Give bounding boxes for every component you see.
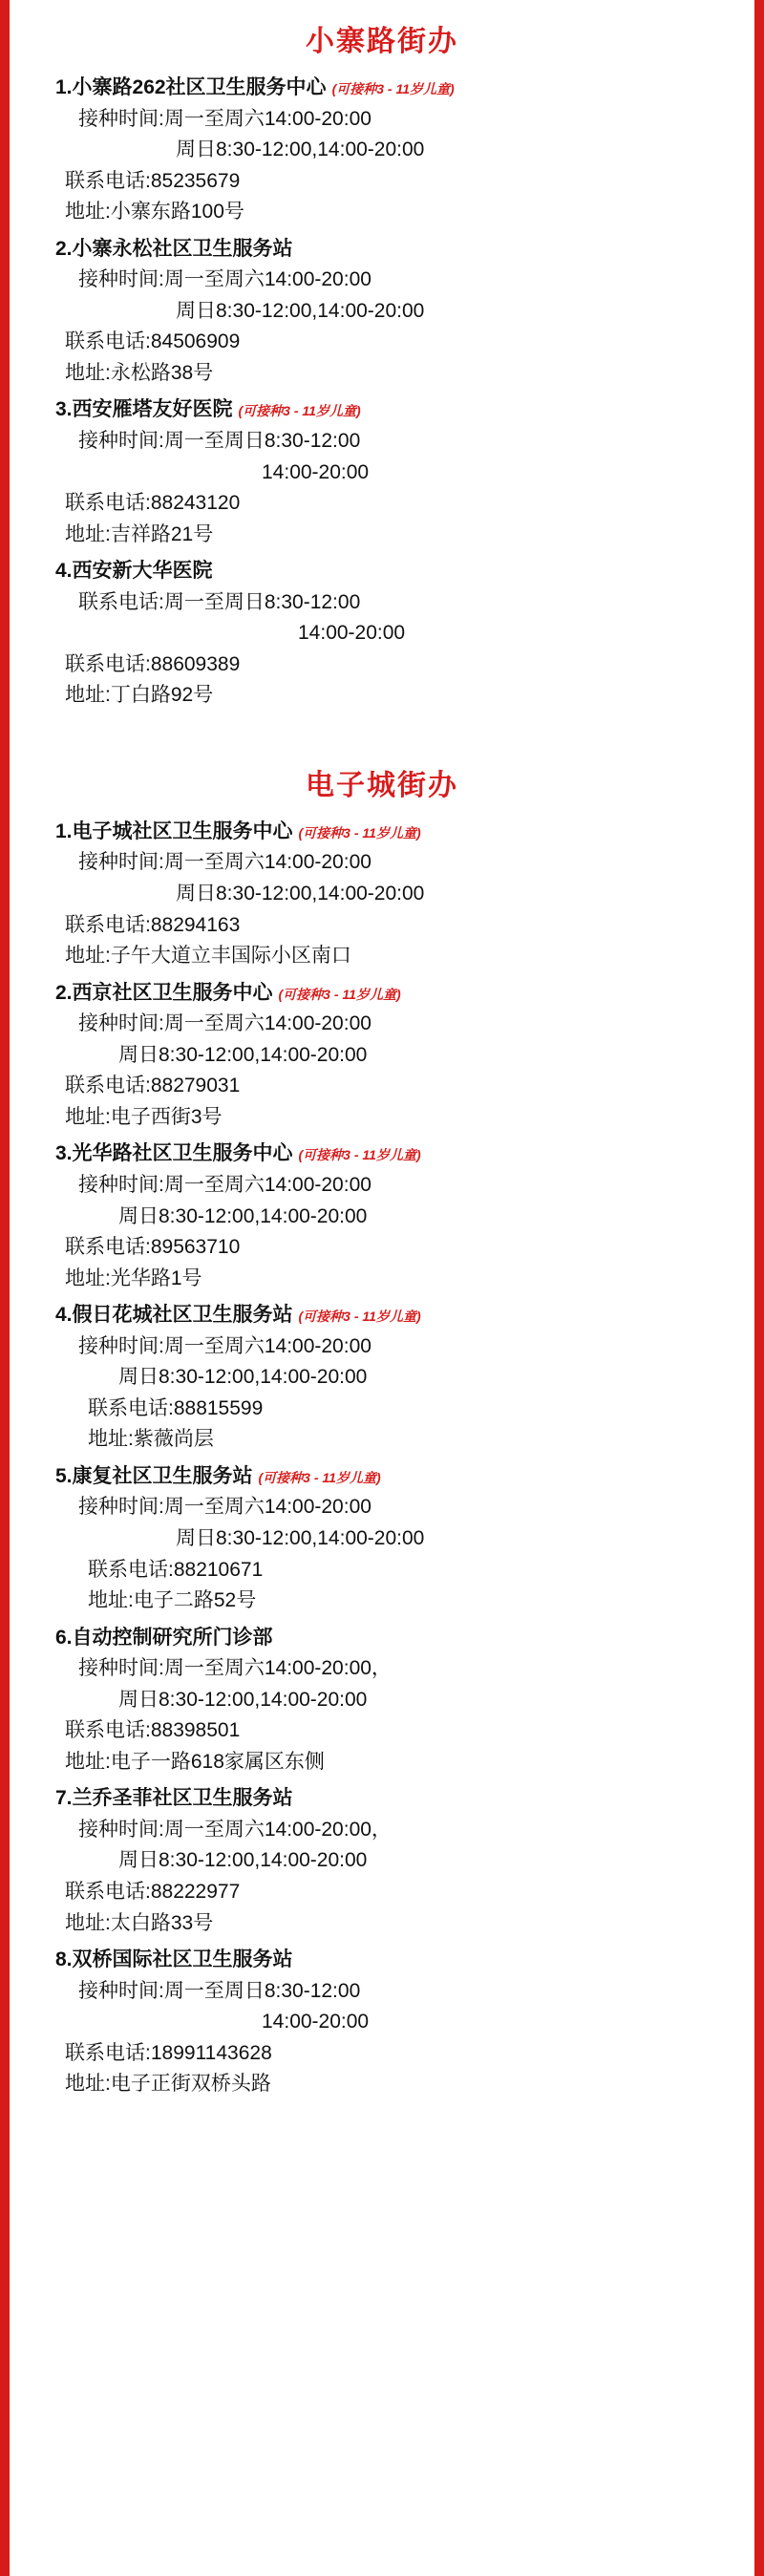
clinic-detail-line: 周日8:30-12:00,14:00-20:00 bbox=[118, 1366, 368, 1389]
left-red-rail bbox=[0, 0, 10, 2576]
clinic-detail-line: 接种时间:周一至周六14:00-20:00 bbox=[78, 268, 371, 291]
age-eligibility-note: (可接种3 - 11岁儿童) bbox=[298, 1147, 421, 1163]
clinic-detail-line: 联系电话:88815599 bbox=[88, 1396, 264, 1419]
section-title: 电子城街办 bbox=[306, 769, 458, 801]
clinic-detail-line: 地址:光华路1号 bbox=[65, 1267, 202, 1289]
clinic-detail-line: 联系电话:88279031 bbox=[65, 1075, 241, 1097]
clinic-name-line bbox=[23, 394, 741, 426]
clinic-name: 6.自动控制研究所门诊部 bbox=[55, 1626, 273, 1649]
clinic-detail-line: 地址:电子正街双桥头路 bbox=[65, 2073, 271, 2096]
clinic-detail-line: 接种时间:周一至周六14:00-20:00 bbox=[78, 1334, 371, 1357]
clinic-entry bbox=[23, 978, 741, 1134]
clinic-detail-line: 地址:小寨东路100号 bbox=[65, 201, 244, 224]
clinic-name: 5.康复社区卫生服务站 bbox=[55, 1464, 253, 1487]
clinic-name-line bbox=[23, 1623, 741, 1654]
poster-content bbox=[10, 0, 754, 2135]
age-eligibility-note: (可接种3 - 11岁儿童) bbox=[331, 81, 455, 96]
clinic-detail-line: 周日8:30-12:00,14:00-20:00 bbox=[176, 883, 425, 905]
clinic-name-line bbox=[23, 1945, 741, 1976]
clinic-detail-line: 14:00-20:00 bbox=[298, 622, 406, 645]
clinic-entry bbox=[23, 73, 741, 228]
clinic-detail-line: 周日8:30-12:00,14:00-20:00 bbox=[176, 138, 425, 161]
clinic-name: 3.光华路社区卫生服务中心 bbox=[55, 1142, 293, 1165]
clinic-entry bbox=[23, 234, 741, 390]
clinic-name-line bbox=[23, 73, 741, 104]
clinic-detail-line: 接种时间:周一至周六14:00-20:00 bbox=[78, 1012, 371, 1035]
clinic-name: 1.小寨路262社区卫生服务中心 bbox=[55, 76, 327, 98]
age-eligibility-note: (可接种3 - 11岁儿童) bbox=[258, 1469, 381, 1485]
clinic-detail-line: 地址:子午大道立丰国际小区南口 bbox=[65, 945, 351, 968]
clinic-name: 2.西京社区卫生服务中心 bbox=[55, 981, 273, 1004]
section-title: 小寨路街办 bbox=[306, 26, 458, 57]
clinic-detail-line: 联系电话:85235679 bbox=[65, 169, 241, 192]
clinic-detail-line: 地址:永松路38号 bbox=[65, 361, 214, 384]
clinic-detail-line: 联系电话:18991143628 bbox=[65, 2041, 272, 2064]
clinic-entry bbox=[23, 556, 741, 712]
clinic-name-line bbox=[23, 1300, 741, 1331]
clinic-entry bbox=[23, 1623, 741, 1778]
clinic-name-line bbox=[23, 817, 741, 848]
clinic-detail-line: 联系电话:88243120 bbox=[65, 492, 241, 515]
clinic-detail-line: 联系电话:88210671 bbox=[88, 1558, 264, 1581]
clinic-detail-line: 地址:电子西街3号 bbox=[65, 1105, 223, 1128]
clinic-detail-line: 接种时间:周一至周六14:00-20:00 bbox=[78, 851, 371, 874]
clinic-detail-line: 周日8:30-12:00,14:00-20:00 bbox=[118, 1688, 368, 1711]
clinic-detail-line: 周日8:30-12:00,14:00-20:00 bbox=[118, 1204, 368, 1227]
clinic-detail-line: 接种时间:周一至周六14:00-20:00， bbox=[78, 1818, 392, 1841]
clinic-detail-line: 周日8:30-12:00,14:00-20:00 bbox=[118, 1849, 368, 1872]
clinic-detail-line: 地址:电子一路618家属区东侧 bbox=[65, 1750, 325, 1773]
clinic-detail-line: 联系电话:88398501 bbox=[65, 1719, 241, 1742]
clinic-detail-line: 周日8:30-12:00,14:00-20:00 bbox=[176, 299, 425, 322]
clinic-entry bbox=[23, 394, 741, 550]
clinic-detail-line: 接种时间:周一至周六14:00-20:00 bbox=[78, 1173, 371, 1196]
clinic-name: 4.假日花城社区卫生服务站 bbox=[55, 1304, 293, 1327]
clinic-name-line bbox=[23, 556, 741, 587]
age-eligibility-note: (可接种3 - 11岁儿童) bbox=[278, 986, 401, 1002]
clinic-detail-line: 地址:丁白路92号 bbox=[65, 684, 214, 707]
clinic-detail-line: 联系电话:88609389 bbox=[65, 652, 241, 675]
clinic-detail-line: 联系电话:89563710 bbox=[65, 1236, 241, 1259]
clinic-entry bbox=[23, 1783, 741, 1939]
age-eligibility-note: (可接种3 - 11岁儿童) bbox=[298, 1309, 421, 1325]
clinic-entry bbox=[23, 1461, 741, 1617]
clinic-name: 7.兰乔圣菲社区卫生服务站 bbox=[55, 1787, 293, 1810]
clinic-name: 1.电子城社区卫生服务中心 bbox=[55, 820, 293, 842]
clinic-entry bbox=[23, 1300, 741, 1456]
clinic-detail-line: 联系电话:88294163 bbox=[65, 913, 241, 936]
clinic-detail-line: 周日8:30-12:00,14:00-20:00 bbox=[176, 1526, 425, 1549]
clinic-detail-line: 联系电话:88222977 bbox=[65, 1880, 241, 1903]
clinic-name-line bbox=[23, 1139, 741, 1170]
clinic-detail-line: 接种时间:周一至周六14:00-20:00 bbox=[78, 1496, 371, 1519]
clinic-detail-line: 接种时间:周一至周六14:00-20:00 bbox=[78, 107, 371, 130]
right-red-rail bbox=[754, 0, 764, 2576]
clinic-entry bbox=[23, 1945, 741, 2100]
clinic-detail-line: 14:00-20:00 bbox=[262, 2011, 370, 2033]
clinic-detail-line: 联系电话:周一至周日8:30-12:00 bbox=[78, 590, 361, 613]
clinic-name: 4.西安新大华医院 bbox=[55, 560, 213, 583]
clinic-entry bbox=[23, 817, 741, 972]
clinic-entry bbox=[23, 1139, 741, 1294]
clinic-detail-line: 地址:电子二路52号 bbox=[88, 1589, 257, 1612]
clinic-name-line bbox=[23, 234, 741, 266]
clinic-detail-line: 周日8:30-12:00,14:00-20:00 bbox=[118, 1043, 368, 1066]
clinic-name: 2.小寨永松社区卫生服务站 bbox=[55, 237, 293, 260]
clinic-detail-line: 接种时间:周一至周日8:30-12:00 bbox=[78, 430, 361, 453]
clinic-name-line bbox=[23, 1783, 741, 1815]
clinic-name: 3.西安雁塔友好医院 bbox=[55, 398, 233, 421]
clinic-detail-line: 地址:吉祥路21号 bbox=[65, 522, 214, 545]
clinic-name: 8.双桥国际社区卫生服务站 bbox=[55, 1948, 293, 1971]
age-eligibility-note: (可接种3 - 11岁儿童) bbox=[298, 824, 421, 841]
clinic-detail-line: 14:00-20:00 bbox=[262, 460, 370, 483]
age-eligibility-note: (可接种3 - 11岁儿童) bbox=[238, 403, 361, 419]
clinic-detail-line: 接种时间:周一至周六14:00-20:00， bbox=[78, 1657, 392, 1680]
clinic-name-line bbox=[23, 978, 741, 1010]
clinic-detail-line: 联系电话:84506909 bbox=[65, 330, 241, 353]
clinic-detail-line: 地址:太白路33号 bbox=[65, 1911, 214, 1934]
clinic-name-line bbox=[23, 1461, 741, 1493]
clinic-detail-line: 接种时间:周一至周日8:30-12:00 bbox=[78, 1979, 361, 2002]
clinic-detail-line: 地址:紫薇尚层 bbox=[88, 1428, 214, 1451]
